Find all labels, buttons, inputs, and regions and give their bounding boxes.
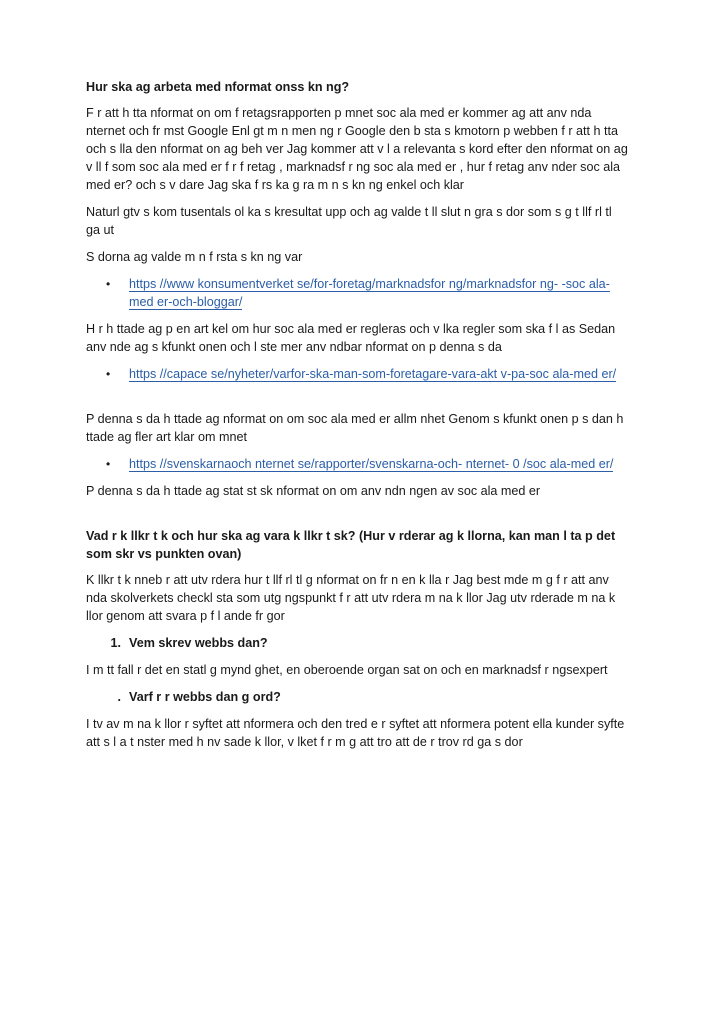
list-item [86,455,628,473]
section2-heading: Vad r k llkr t k och hur ska ag vara k llkr t sk? (Hur v rderar ag k llorna, kan man l ta p det som skr vs punkten ovan) [86,529,616,561]
spacer [86,392,628,410]
question-1 [86,634,628,652]
question-2-text: Varf r r webbs dan g ord? [129,690,281,704]
question-2 [86,688,628,706]
link-list-1 [86,275,628,311]
link-konsumentverket[interactable]: https //www konsumentverket se/for-foretag/marknadsfor ng/marknadsfor ng- -soc ala-med er-och-bloggar/ [129,277,610,309]
answer-2: I tv av m na k llor r syftet att nformera och den tred e r syftet att nformera potent ella kunder syfte att s l a t nster med h nv sade k llor, v lket f r m g att tro att de r trov rd ga s dor [86,717,625,749]
section1-paragraph-4: H r h ttade ag p en art kel om hur soc ala med er regleras och v lka regler som ska f l as Sedan anv nde ag s kfunkt onen och l ste mer anv ndbar nformat on p denna s da [86,322,616,354]
list-item [86,275,628,311]
list-item [86,365,628,383]
section1-paragraph-2: Naturl gtv s kom tusentals ol ka s kresultat upp och ag valde t ll slut n gra s dor som s g t llf rl tl ga ut [86,205,612,237]
link-list-3 [86,455,628,473]
section2-paragraph-1: K llkr t k nneb r att utv rdera hur t llf rl tl g nformat on fr n en k lla r Jag best mde m g f r att anv nda skolverkets checkl sta som utg ngspunkt f r att utv rdera m na k llor Jag utv rderade m na k llor genom att svara p f l ande fr gor [86,573,616,623]
spacer [86,509,628,527]
question-1-number: 1. [110,636,121,650]
bullet-icon: • [106,457,111,471]
link-list-2 [86,365,628,383]
section1-paragraph-5: P denna s da h ttade ag nformat on om soc ala med er allm nhet Genom s kfunkt onen p s dan h ttade ag fler art klar om mnet [86,412,624,444]
section1-heading: Hur ska ag arbeta med nformat onss kn ng? [86,80,350,94]
question-1-text: Vem skrev webbs dan? [129,636,268,650]
link-svenskarnaochinternet[interactable]: https //svenskarnaoch nternet se/rapporter/svenskarna-och- nternet- 0 /soc ala-med er/ [129,457,614,471]
section1-paragraph-6: P denna s da h ttade ag stat st sk nformat on om anv ndn ngen av soc ala med er [86,484,541,498]
section1-paragraph-1: F r att h tta nformat on om f retagsrapporten p mnet soc ala med er kommer ag att anv nda nternet och fr mst Google Enl gt m n men ng r Google den b sta s kmotorn p webben f r att h tta och s lla den nformat on ag beh ver Jag kommer att v l a relevanta s kord efter den nformat on ag v ll f som soc ala med er f r f retag , marknadsf r ng soc ala med er , hur f retag anv nder soc ala med er? och s v dare Jag ska f rs ka g ra m n s kn ng enkel och klar [86,106,628,192]
link-capace[interactable]: https //capace se/nyheter/varfor-ska-man-som-foretagare-vara-akt v-pa-soc ala-med er/ [129,367,617,381]
question-2-number: . [117,690,121,704]
section1-paragraph-3: S dorna ag valde m n f rsta s kn ng var [86,250,303,264]
bullet-icon: • [106,277,111,291]
answer-1: I m tt fall r det en statl g mynd ghet, en oberoende organ sat on och en marknadsf r ngsexpert [86,663,608,677]
bullet-icon: • [106,367,111,381]
